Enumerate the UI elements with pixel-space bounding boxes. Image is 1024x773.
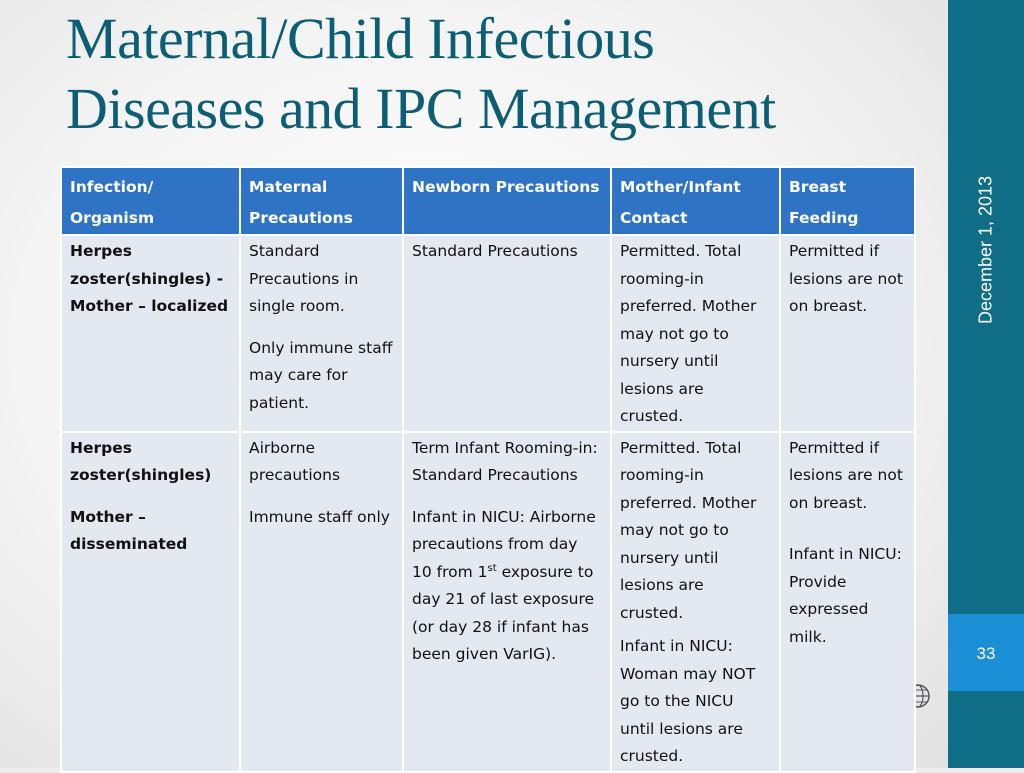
mother-infant-contact-cell [611, 432, 780, 772]
maternal-text: Immune staff only [249, 507, 390, 526]
page-number: 33 [976, 644, 996, 663]
newborn-text: Term Infant Rooming-in: Standard Precautions [412, 438, 598, 484]
breastfeeding-text: Permitted if lesions are not on breast. [789, 438, 903, 512]
mother-infant-contact-cell: Permitted. Total rooming-in preferred. Mother may not go to nursery until lesions are crusted. [611, 235, 780, 432]
newborn-precautions-cell [403, 432, 611, 772]
ipc-management-table [60, 166, 916, 773]
organism-text: Mother – disseminated [70, 507, 188, 553]
organism-cell [61, 432, 240, 772]
page-number-box [948, 614, 1024, 691]
contact-text: Permitted. Total rooming-in preferred. Mother may not go to nursery until lesions are crusted. [620, 438, 757, 622]
newborn-nicu-part-2: exposure to day 21 of last exposure (or day 28 if infant has been given VarIG). [412, 562, 595, 663]
maternal-precautions-cell [240, 235, 403, 432]
table-header-row [61, 167, 915, 235]
maternal-text: Only immune staff may care for patient. [249, 338, 393, 412]
organism-text: Herpes zoster(shingles) [70, 438, 212, 484]
slide-date: December 1, 2013 [975, 175, 996, 325]
breast-feeding-cell: Permitted if lesions are not on breast. [780, 235, 915, 432]
title-line-1: Maternal/Child Infectious [66, 6, 655, 71]
header-newborn-precautions: Newborn Precautions [403, 167, 611, 235]
maternal-precautions-cell [240, 432, 403, 772]
title-line-2: Diseases and IPC Management [66, 76, 776, 141]
header-mother-infant-contact: Mother/Infant Contact [611, 167, 780, 235]
newborn-nicu-text [412, 504, 602, 669]
slide-title [66, 4, 936, 144]
maternal-text: Airborne precautions [249, 438, 341, 484]
contact-nicu-text: Infant in NICU: Woman may NOT go to the NICU until lesions are crusted. [620, 637, 756, 765]
breastfeeding-nicu-text: Infant in NICU: Provide expressed milk. [789, 545, 902, 646]
maternal-text: Standard Precautions in single room. [249, 242, 359, 315]
table-row [61, 432, 915, 772]
breast-feeding-cell [780, 432, 915, 772]
header-maternal-precautions: Maternal Precautions [240, 167, 403, 235]
newborn-precautions-cell: Standard Precautions [403, 235, 611, 432]
table-row [61, 235, 915, 432]
newborn-nicu-part-1: Infant in NICU: Airborne precautions from day 10 from 1 [412, 507, 596, 581]
organism-cell: Herpes zoster(shingles) - Mother – localized [61, 235, 240, 432]
header-infection-organism: Infection/ Organism [61, 167, 240, 235]
header-breast-feeding: Breast Feeding [780, 167, 915, 235]
ordinal-suffix: st [487, 562, 497, 574]
